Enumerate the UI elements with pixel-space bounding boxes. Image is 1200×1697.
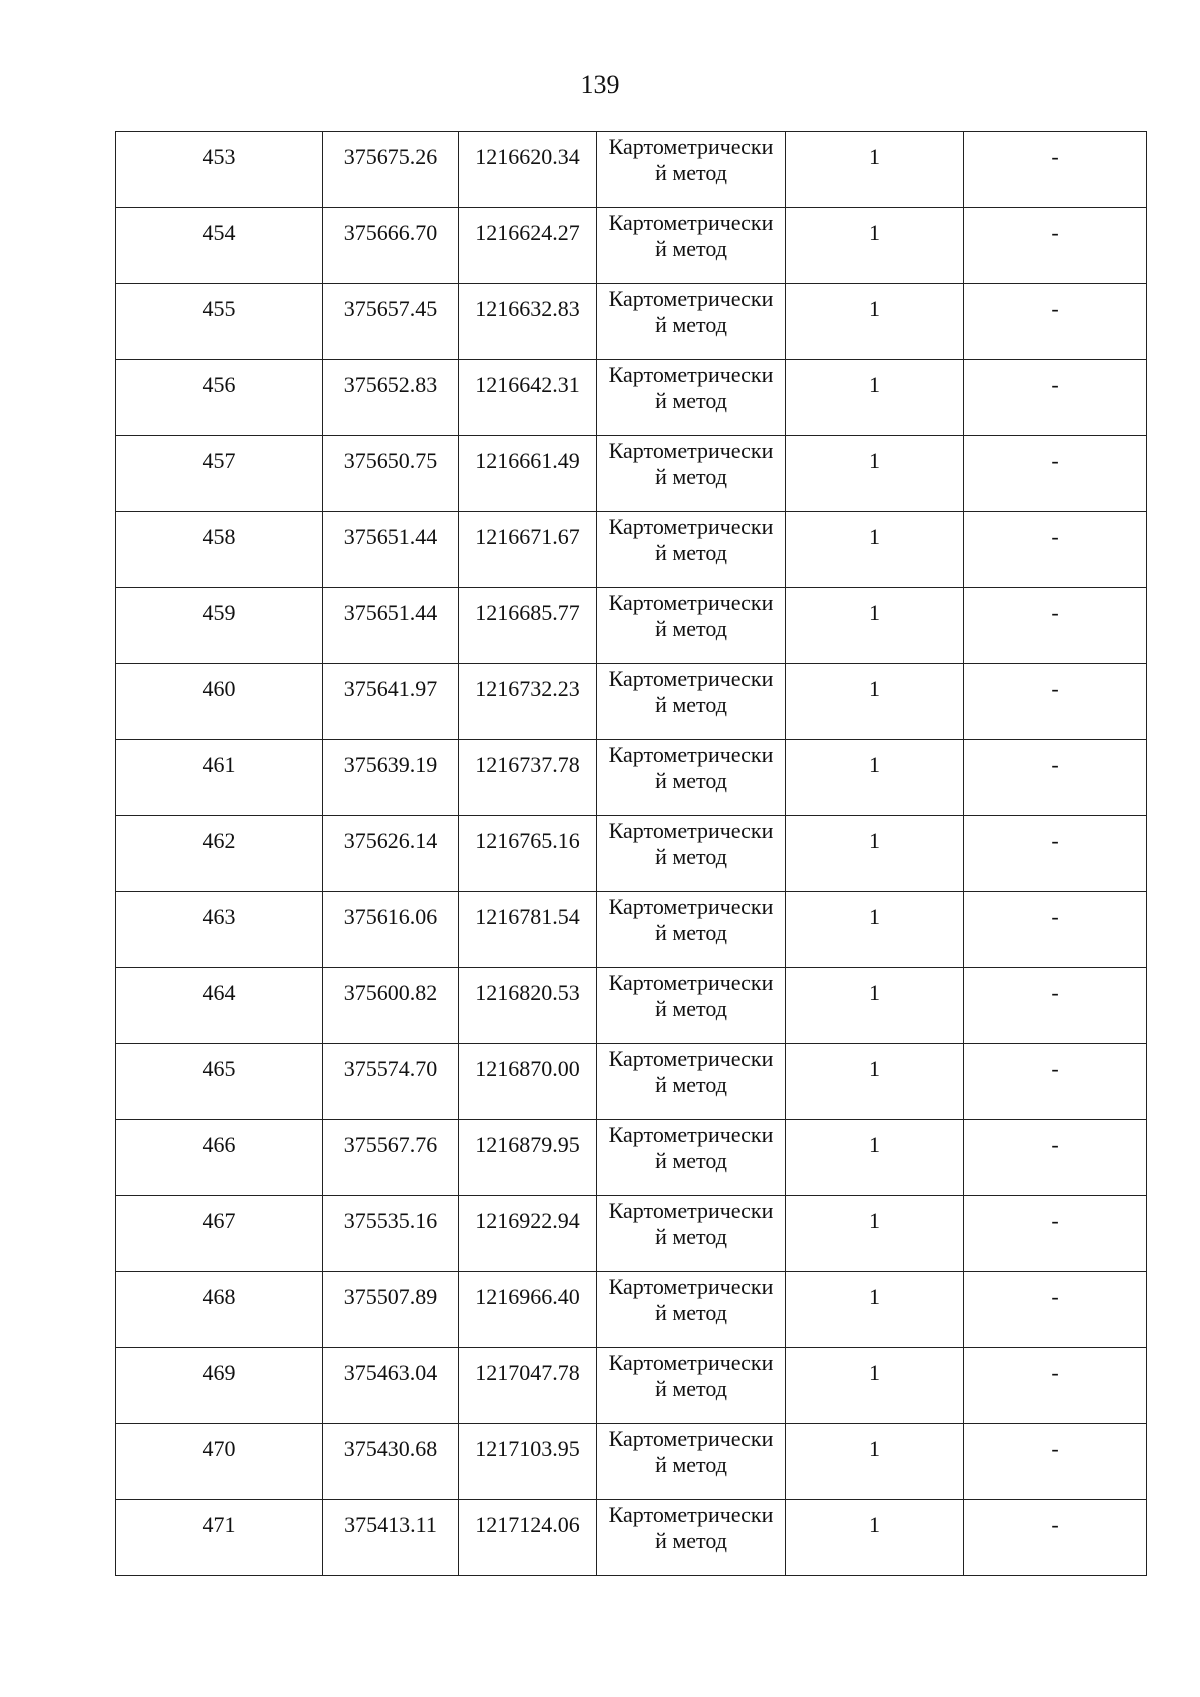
- note-cell: [964, 284, 1147, 360]
- point-number-cell: [116, 1196, 323, 1272]
- accuracy-cell-text: 1: [869, 447, 880, 473]
- x-coordinate-cell-text: 375626.14: [343, 827, 438, 853]
- method-line-1: Картометрически: [608, 1198, 774, 1223]
- y-coordinate-cell: [459, 208, 597, 284]
- note-cell: [964, 208, 1147, 284]
- note-cell-text: -: [1051, 599, 1059, 625]
- y-coordinate-cell: [459, 1424, 597, 1500]
- method-line-1: Картометрически: [608, 514, 774, 539]
- y-coordinate-cell-text: 1216732.23: [475, 675, 580, 701]
- accuracy-cell: [786, 1120, 964, 1196]
- note-cell: [964, 892, 1147, 968]
- method-line-2: й метод: [655, 312, 727, 337]
- point-number-cell: [116, 892, 323, 968]
- method-cell: [597, 664, 786, 740]
- method-line-2: й метод: [655, 464, 727, 489]
- accuracy-cell: [786, 968, 964, 1044]
- x-coordinate-cell: [323, 892, 459, 968]
- accuracy-cell: [786, 664, 964, 740]
- x-coordinate-cell-text: 375650.75: [343, 447, 438, 473]
- x-coordinate-cell: [323, 1348, 459, 1424]
- note-cell: [964, 588, 1147, 664]
- accuracy-cell-text: 1: [869, 523, 880, 549]
- x-coordinate-cell-text: 375535.16: [343, 1207, 438, 1233]
- note-cell: [964, 1500, 1147, 1576]
- method-line-2: й метод: [655, 236, 727, 261]
- y-coordinate-cell-text: 1217124.06: [475, 1511, 580, 1537]
- note-cell: [964, 436, 1147, 512]
- method-line-1: Картометрически: [608, 818, 774, 843]
- note-cell-text: -: [1051, 143, 1059, 169]
- table-row: [116, 208, 1147, 284]
- method-line-1: Картометрически: [608, 590, 774, 615]
- note-cell-text: -: [1051, 1055, 1059, 1081]
- method-line-2: й метод: [655, 388, 727, 413]
- table-row: [116, 1424, 1147, 1500]
- note-cell: [964, 1044, 1147, 1120]
- note-cell-text: -: [1051, 523, 1059, 549]
- table-row: [116, 664, 1147, 740]
- method-line-1: Картометрически: [608, 894, 774, 919]
- point-number-cell-text: 457: [202, 447, 236, 473]
- method-cell: [597, 436, 786, 512]
- note-cell: [964, 1196, 1147, 1272]
- note-cell: [964, 512, 1147, 588]
- x-coordinate-cell: [323, 968, 459, 1044]
- y-coordinate-cell-text: 1216870.00: [475, 1055, 580, 1081]
- x-coordinate-cell-text: 375666.70: [343, 219, 438, 245]
- x-coordinate-cell: [323, 360, 459, 436]
- point-number-cell-text: 464: [202, 979, 236, 1005]
- method-line-1: Картометрически: [608, 1502, 774, 1527]
- x-coordinate-cell: [323, 1272, 459, 1348]
- y-coordinate-cell-text: 1216671.67: [475, 523, 580, 549]
- point-number-cell-text: 462: [202, 827, 236, 853]
- note-cell-text: -: [1051, 1511, 1059, 1537]
- method-cell: [597, 1500, 786, 1576]
- y-coordinate-cell-text: 1216922.94: [475, 1207, 580, 1233]
- x-coordinate-cell-text: 375651.44: [343, 599, 438, 625]
- accuracy-cell-text: 1: [869, 219, 880, 245]
- x-coordinate-cell: [323, 664, 459, 740]
- method-line-2: й метод: [655, 540, 727, 565]
- x-coordinate-cell-text: 375430.68: [343, 1435, 438, 1461]
- accuracy-cell-text: 1: [869, 1055, 880, 1081]
- x-coordinate-cell: [323, 284, 459, 360]
- x-coordinate-cell: [323, 208, 459, 284]
- y-coordinate-cell: [459, 1348, 597, 1424]
- y-coordinate-cell-text: 1216632.83: [475, 295, 580, 321]
- note-cell-text: -: [1051, 1207, 1059, 1233]
- table-row: [116, 132, 1147, 208]
- x-coordinate-cell: [323, 740, 459, 816]
- y-coordinate-cell-text: 1216820.53: [475, 979, 580, 1005]
- accuracy-cell: [786, 360, 964, 436]
- table-row: [116, 816, 1147, 892]
- accuracy-cell-text: 1: [869, 1359, 880, 1385]
- x-coordinate-cell-text: 375600.82: [343, 979, 438, 1005]
- point-number-cell: [116, 968, 323, 1044]
- accuracy-cell-text: 1: [869, 295, 880, 321]
- accuracy-cell-text: 1: [869, 979, 880, 1005]
- method-line-2: й метод: [655, 692, 727, 717]
- method-cell: [597, 588, 786, 664]
- accuracy-cell: [786, 1044, 964, 1120]
- method-line-2: й метод: [655, 1300, 727, 1325]
- method-line-1: Картометрически: [608, 286, 774, 311]
- method-line-1: Картометрически: [608, 742, 774, 767]
- y-coordinate-cell: [459, 892, 597, 968]
- accuracy-cell: [786, 1424, 964, 1500]
- accuracy-cell-text: 1: [869, 903, 880, 929]
- table-row: [116, 740, 1147, 816]
- note-cell: [964, 360, 1147, 436]
- point-number-cell: [116, 740, 323, 816]
- method-line-1: Картометрически: [608, 1350, 774, 1375]
- x-coordinate-cell: [323, 132, 459, 208]
- accuracy-cell: [786, 740, 964, 816]
- method-line-1: Картометрически: [608, 362, 774, 387]
- accuracy-cell-text: 1: [869, 371, 880, 397]
- method-cell: [597, 284, 786, 360]
- note-cell: [964, 664, 1147, 740]
- x-coordinate-cell: [323, 1120, 459, 1196]
- accuracy-cell-text: 1: [869, 143, 880, 169]
- method-line-2: й метод: [655, 160, 727, 185]
- note-cell-text: -: [1051, 219, 1059, 245]
- note-cell-text: -: [1051, 295, 1059, 321]
- accuracy-cell-text: 1: [869, 1283, 880, 1309]
- method-line-2: й метод: [655, 1148, 727, 1173]
- x-coordinate-cell-text: 375657.45: [343, 295, 438, 321]
- point-number-cell-text: 456: [202, 371, 236, 397]
- point-number-cell-text: 453: [202, 143, 236, 169]
- note-cell: [964, 132, 1147, 208]
- point-number-cell: [116, 1272, 323, 1348]
- method-line-1: Картометрически: [608, 1122, 774, 1147]
- accuracy-cell: [786, 1196, 964, 1272]
- x-coordinate-cell-text: 375574.70: [343, 1055, 438, 1081]
- method-cell: [597, 360, 786, 436]
- note-cell: [964, 816, 1147, 892]
- y-coordinate-cell: [459, 968, 597, 1044]
- method-cell: [597, 132, 786, 208]
- accuracy-cell: [786, 892, 964, 968]
- note-cell-text: -: [1051, 1359, 1059, 1385]
- x-coordinate-cell-text: 375639.19: [343, 751, 438, 777]
- x-coordinate-cell-text: 375616.06: [343, 903, 438, 929]
- point-number-cell: [116, 1044, 323, 1120]
- note-cell-text: -: [1051, 979, 1059, 1005]
- method-line-2: й метод: [655, 768, 727, 793]
- table-row: [116, 1500, 1147, 1576]
- accuracy-cell: [786, 132, 964, 208]
- accuracy-cell-text: 1: [869, 1131, 880, 1157]
- point-number-cell-text: 465: [202, 1055, 236, 1081]
- accuracy-cell: [786, 1348, 964, 1424]
- note-cell-text: -: [1051, 903, 1059, 929]
- method-cell: [597, 1424, 786, 1500]
- accuracy-cell-text: 1: [869, 1435, 880, 1461]
- method-line-2: й метод: [655, 1376, 727, 1401]
- accuracy-cell-text: 1: [869, 827, 880, 853]
- x-coordinate-cell-text: 375463.04: [343, 1359, 438, 1385]
- y-coordinate-cell: [459, 436, 597, 512]
- note-cell: [964, 968, 1147, 1044]
- method-line-2: й метод: [655, 616, 727, 641]
- accuracy-cell: [786, 588, 964, 664]
- x-coordinate-cell-text: 375652.83: [343, 371, 438, 397]
- method-cell: [597, 968, 786, 1044]
- y-coordinate-cell: [459, 588, 597, 664]
- x-coordinate-cell-text: 375567.76: [343, 1131, 438, 1157]
- table-row: [116, 588, 1147, 664]
- table-row: [116, 436, 1147, 512]
- table-row: [116, 360, 1147, 436]
- point-number-cell: [116, 1348, 323, 1424]
- method-line-2: й метод: [655, 1452, 727, 1477]
- y-coordinate-cell: [459, 1044, 597, 1120]
- y-coordinate-cell: [459, 360, 597, 436]
- coordinates-table-body: [116, 132, 1147, 1576]
- x-coordinate-cell-text: 375641.97: [343, 675, 438, 701]
- accuracy-cell: [786, 284, 964, 360]
- point-number-cell: [116, 360, 323, 436]
- table-row: [116, 1120, 1147, 1196]
- method-line-1: Картометрически: [608, 438, 774, 463]
- point-number-cell-text: 460: [202, 675, 236, 701]
- x-coordinate-cell-text: 375413.11: [344, 1511, 437, 1537]
- method-cell: [597, 892, 786, 968]
- note-cell-text: -: [1051, 371, 1059, 397]
- y-coordinate-cell: [459, 132, 597, 208]
- table-row: [116, 512, 1147, 588]
- method-line-2: й метод: [655, 844, 727, 869]
- method-cell: [597, 1044, 786, 1120]
- note-cell-text: -: [1051, 447, 1059, 473]
- method-line-1: Картометрически: [608, 970, 774, 995]
- point-number-cell: [116, 1424, 323, 1500]
- method-line-2: й метод: [655, 996, 727, 1021]
- method-cell: [597, 1348, 786, 1424]
- method-line-2: й метод: [655, 1224, 727, 1249]
- x-coordinate-cell: [323, 588, 459, 664]
- table-row: [116, 1272, 1147, 1348]
- note-cell-text: -: [1051, 751, 1059, 777]
- method-line-1: Картометрически: [608, 134, 774, 159]
- accuracy-cell-text: 1: [869, 751, 880, 777]
- method-line-1: Картометрически: [608, 210, 774, 235]
- y-coordinate-cell-text: 1216966.40: [475, 1283, 580, 1309]
- point-number-cell: [116, 1500, 323, 1576]
- y-coordinate-cell-text: 1216737.78: [475, 751, 580, 777]
- method-line-1: Картометрически: [608, 1274, 774, 1299]
- y-coordinate-cell: [459, 1196, 597, 1272]
- point-number-cell: [116, 512, 323, 588]
- y-coordinate-cell-text: 1217103.95: [475, 1435, 580, 1461]
- y-coordinate-cell-text: 1217047.78: [475, 1359, 580, 1385]
- table-row: [116, 968, 1147, 1044]
- page-number: 139: [580, 70, 620, 99]
- y-coordinate-cell: [459, 512, 597, 588]
- point-number-cell-text: 458: [202, 523, 236, 549]
- method-line-2: й метод: [655, 1528, 727, 1553]
- x-coordinate-cell: [323, 1500, 459, 1576]
- note-cell-text: -: [1051, 1131, 1059, 1157]
- method-cell: [597, 740, 786, 816]
- y-coordinate-cell-text: 1216879.95: [475, 1131, 580, 1157]
- table-row: [116, 284, 1147, 360]
- method-line-1: Картометрически: [608, 1426, 774, 1451]
- y-coordinate-cell: [459, 1500, 597, 1576]
- point-number-cell: [116, 588, 323, 664]
- point-number-cell-text: 455: [202, 295, 236, 321]
- accuracy-cell: [786, 208, 964, 284]
- y-coordinate-cell: [459, 740, 597, 816]
- point-number-cell-text: 468: [202, 1283, 236, 1309]
- method-cell: [597, 1196, 786, 1272]
- y-coordinate-cell: [459, 1272, 597, 1348]
- note-cell: [964, 1424, 1147, 1500]
- x-coordinate-cell-text: 375675.26: [343, 143, 438, 169]
- point-number-cell-text: 459: [202, 599, 236, 625]
- x-coordinate-cell: [323, 1196, 459, 1272]
- method-line-1: Картометрически: [608, 666, 774, 691]
- coordinates-table: [115, 131, 1147, 1576]
- point-number-cell: [116, 1120, 323, 1196]
- y-coordinate-cell-text: 1216781.54: [475, 903, 580, 929]
- point-number-cell: [116, 436, 323, 512]
- point-number-cell: [116, 664, 323, 740]
- method-line-2: й метод: [655, 920, 727, 945]
- method-cell: [597, 1272, 786, 1348]
- point-number-cell-text: 469: [202, 1359, 236, 1385]
- y-coordinate-cell-text: 1216661.49: [475, 447, 580, 473]
- note-cell-text: -: [1051, 1283, 1059, 1309]
- x-coordinate-cell: [323, 1044, 459, 1120]
- table-row: [116, 1348, 1147, 1424]
- point-number-cell: [116, 132, 323, 208]
- point-number-cell-text: 454: [202, 219, 236, 245]
- y-coordinate-cell: [459, 664, 597, 740]
- x-coordinate-cell: [323, 436, 459, 512]
- accuracy-cell-text: 1: [869, 675, 880, 701]
- note-cell: [964, 1120, 1147, 1196]
- method-cell: [597, 1120, 786, 1196]
- accuracy-cell: [786, 1272, 964, 1348]
- x-coordinate-cell: [323, 816, 459, 892]
- x-coordinate-cell: [323, 512, 459, 588]
- point-number-cell: [116, 208, 323, 284]
- point-number-cell-text: 461: [202, 751, 236, 777]
- accuracy-cell-text: 1: [869, 1511, 880, 1537]
- x-coordinate-cell-text: 375507.89: [343, 1283, 438, 1309]
- note-cell: [964, 1272, 1147, 1348]
- y-coordinate-cell-text: 1216620.34: [475, 143, 580, 169]
- method-line-1: Картометрически: [608, 1046, 774, 1071]
- method-cell: [597, 208, 786, 284]
- point-number-cell-text: 466: [202, 1131, 236, 1157]
- accuracy-cell-text: 1: [869, 1207, 880, 1233]
- y-coordinate-cell-text: 1216685.77: [475, 599, 580, 625]
- x-coordinate-cell-text: 375651.44: [343, 523, 438, 549]
- y-coordinate-cell-text: 1216642.31: [475, 371, 580, 397]
- accuracy-cell: [786, 436, 964, 512]
- note-cell: [964, 740, 1147, 816]
- note-cell-text: -: [1051, 675, 1059, 701]
- method-line-2: й метод: [655, 1072, 727, 1097]
- point-number-cell-text: 470: [202, 1435, 236, 1461]
- note-cell-text: -: [1051, 1435, 1059, 1461]
- accuracy-cell-text: 1: [869, 599, 880, 625]
- point-number-cell-text: 463: [202, 903, 236, 929]
- point-number-cell-text: 471: [202, 1511, 236, 1537]
- table-row: [116, 1196, 1147, 1272]
- point-number-cell-text: 467: [202, 1207, 236, 1233]
- accuracy-cell: [786, 816, 964, 892]
- note-cell-text: -: [1051, 827, 1059, 853]
- table-row: [116, 1044, 1147, 1120]
- y-coordinate-cell-text: 1216765.16: [475, 827, 580, 853]
- method-cell: [597, 512, 786, 588]
- y-coordinate-cell-text: 1216624.27: [475, 219, 580, 245]
- method-cell: [597, 816, 786, 892]
- point-number-cell: [116, 816, 323, 892]
- point-number-cell: [116, 284, 323, 360]
- accuracy-cell: [786, 512, 964, 588]
- y-coordinate-cell: [459, 816, 597, 892]
- table-row: [116, 892, 1147, 968]
- y-coordinate-cell: [459, 1120, 597, 1196]
- y-coordinate-cell: [459, 284, 597, 360]
- accuracy-cell: [786, 1500, 964, 1576]
- x-coordinate-cell: [323, 1424, 459, 1500]
- note-cell: [964, 1348, 1147, 1424]
